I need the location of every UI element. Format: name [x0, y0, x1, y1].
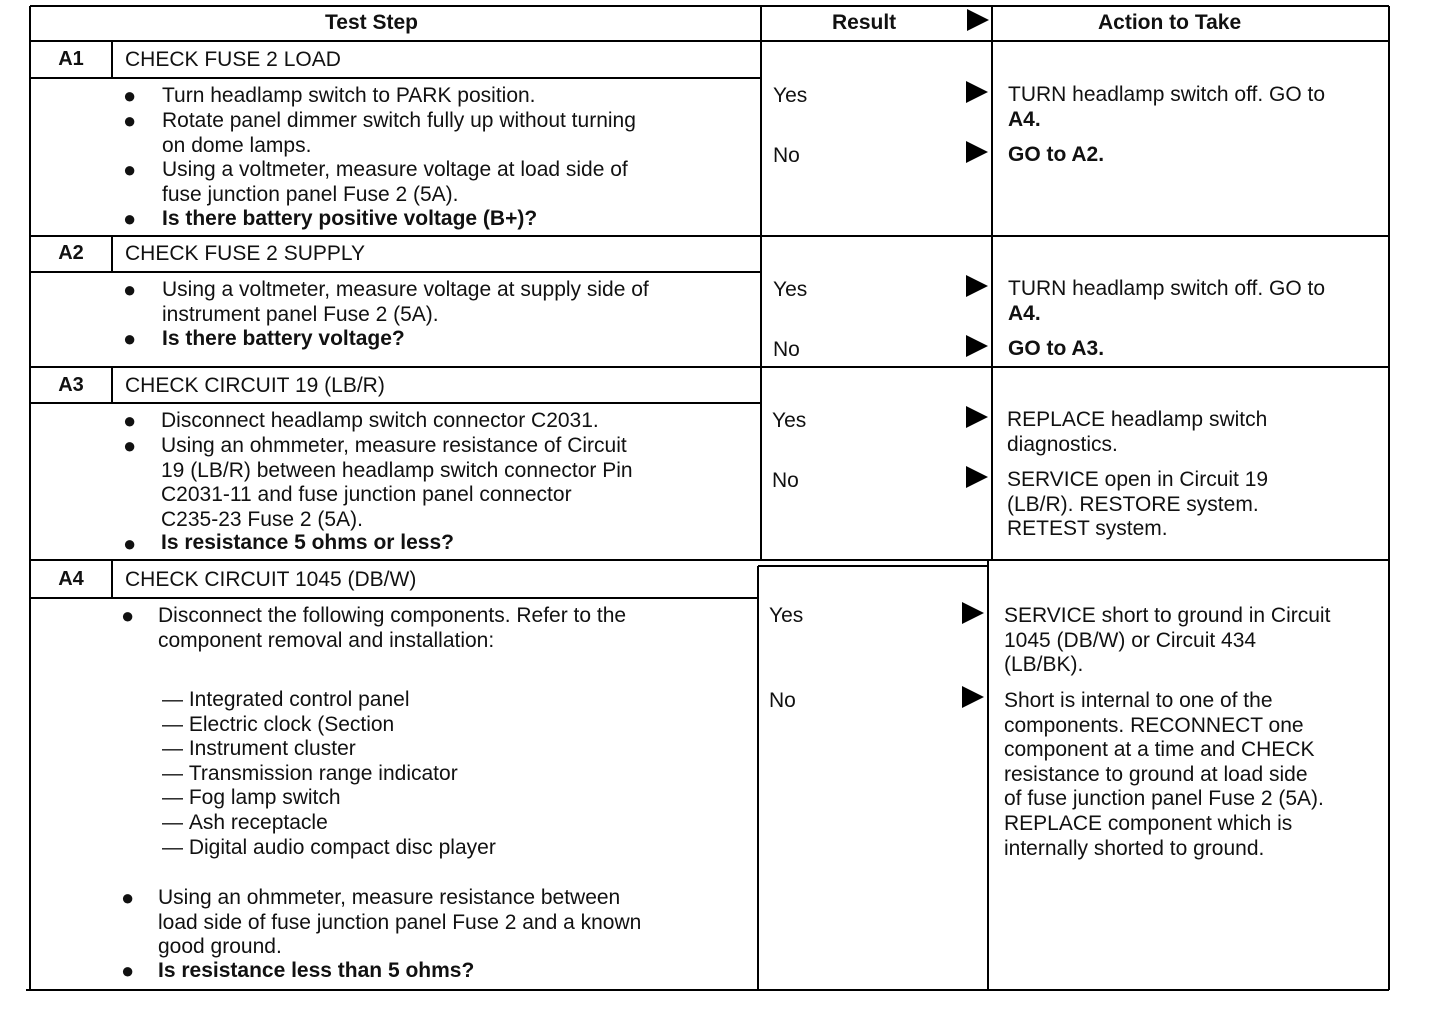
dash-icon: —: [162, 786, 189, 810]
a4-result-yes: Yes: [769, 604, 804, 627]
a4-bullet-2: Using an ohmmeter, measure resistance between load side of fuse junction panel Fuse 2 and a known good ground.: [158, 886, 642, 959]
dash-icon: —: [162, 688, 189, 711]
a3-action-no: SERVICE open in Circuit 19 (LB/R). RESTORE system. RETEST system.: [1007, 468, 1269, 541]
bullet-icon: ●: [123, 408, 137, 433]
header-test-step: Test Step: [325, 11, 418, 34]
arrow-icon: [966, 335, 988, 357]
arrow-icon: [962, 686, 984, 708]
a1-bullet-1: Turn headlamp switch to PARK position.: [162, 84, 536, 107]
bullet-icon: ●: [123, 83, 137, 108]
a2-bullet-1: Using a voltmeter, measure voltage at supply side of instrument panel Fuse 2 (5A).: [162, 278, 649, 326]
bullet-icon: ●: [121, 958, 135, 983]
bullet-icon: ●: [123, 206, 137, 231]
bullet-icon: ●: [123, 531, 137, 556]
a3-bullet-1: Disconnect headlamp switch connector C2031.: [161, 409, 599, 432]
a3-result-yes: Yes: [772, 409, 807, 432]
step-id-a3: A3: [58, 374, 84, 396]
a2-action-yes: TURN headlamp switch off. GO to A4.: [1008, 277, 1326, 325]
a2-result-no: No: [773, 338, 800, 361]
a1-bullet-3: Using a voltmeter, measure voltage at load side of fuse junction panel Fuse 2 (5A).: [162, 158, 628, 206]
a4-result-no: No: [769, 689, 796, 712]
bullet-icon: ●: [123, 433, 137, 458]
arrow-icon: [966, 275, 988, 297]
a4-bullet-1: Disconnect the following components. Refer to the component removal and installation:: [158, 604, 627, 652]
arrow-icon: [966, 406, 988, 428]
step-title-a2: CHECK FUSE 2 SUPPLY: [125, 242, 366, 265]
a1-question: Is there battery positive voltage (B+)?: [162, 207, 538, 230]
a2-question: Is there battery voltage?: [162, 327, 405, 350]
step-title-a1: CHECK FUSE 2 LOAD: [125, 48, 341, 71]
arrow-icon: [966, 81, 988, 103]
a2-result-yes: Yes: [773, 278, 808, 301]
a3-action-yes: REPLACE headlamp switch diagnostics.: [1007, 408, 1268, 456]
header-action: Action to Take: [1098, 11, 1242, 34]
a3-result-no: No: [772, 469, 799, 492]
dash-icon: —: [162, 737, 189, 761]
a1-result-yes: Yes: [773, 84, 808, 107]
arrow-icon: [966, 466, 988, 488]
bullet-icon: ●: [123, 326, 137, 351]
step-title-a3: CHECK CIRCUIT 19 (LB/R): [125, 374, 385, 397]
dash-icon: —: [162, 761, 189, 785]
dash-icon: —: [162, 712, 189, 736]
a1-result-no: No: [773, 144, 800, 167]
a4-question: Is resistance less than 5 ohms?: [158, 959, 475, 982]
a4-action-no: Short is internal to one of the components. RECONNECT one component at a time and CHECK resistance to ground at load side of fuse junction panel Fuse 2 (5A). REPLACE component which is internally shorted to ground.: [1004, 689, 1324, 860]
dash-icon: —: [162, 835, 189, 859]
dash-icon: —: [162, 810, 189, 834]
header-arrow-icon: [967, 9, 989, 31]
a3-bullet-2: Using an ohmmeter, measure resistance of Circuit 19 (LB/R) between headlamp switch connector Pin C2031-11 and fuse junction panel connector C235-23 Fuse 2 (5A).: [161, 434, 633, 531]
a4-action-yes: SERVICE short to ground in Circuit 1045 (DB/W) or Circuit 434 (LB/BK).: [1004, 604, 1331, 677]
step-title-a4: CHECK CIRCUIT 1045 (DB/W): [125, 568, 417, 591]
bullet-icon: ●: [123, 108, 137, 133]
bullet-icon: ●: [121, 885, 135, 910]
bullet-icon: ●: [123, 157, 137, 182]
a1-action-yes: TURN headlamp switch off. GO to A4.: [1008, 83, 1326, 131]
a1-action-no: GO to A2.: [1008, 143, 1105, 166]
step-id-a2: A2: [58, 242, 84, 264]
a3-question: Is resistance 5 ohms or less?: [161, 531, 454, 554]
a2-action-no: GO to A3.: [1008, 337, 1105, 360]
a1-bullet-2: Rotate panel dimmer switch fully up without turning on dome lamps.: [162, 109, 636, 157]
arrow-icon: [966, 141, 988, 163]
arrow-icon: [962, 602, 984, 624]
header-result: Result: [832, 11, 897, 34]
step-id-a4: A4: [58, 568, 84, 590]
bullet-icon: ●: [121, 603, 135, 628]
bullet-icon: ●: [123, 277, 137, 302]
a4-component-list: — Integrated control panel — Electric clock (Section — Instrument cluster — Transmission range indicator — Fog lamp switch — Ash receptacle — Digital audio compact disc player: [162, 688, 496, 859]
step-id-a1: A1: [58, 48, 84, 70]
